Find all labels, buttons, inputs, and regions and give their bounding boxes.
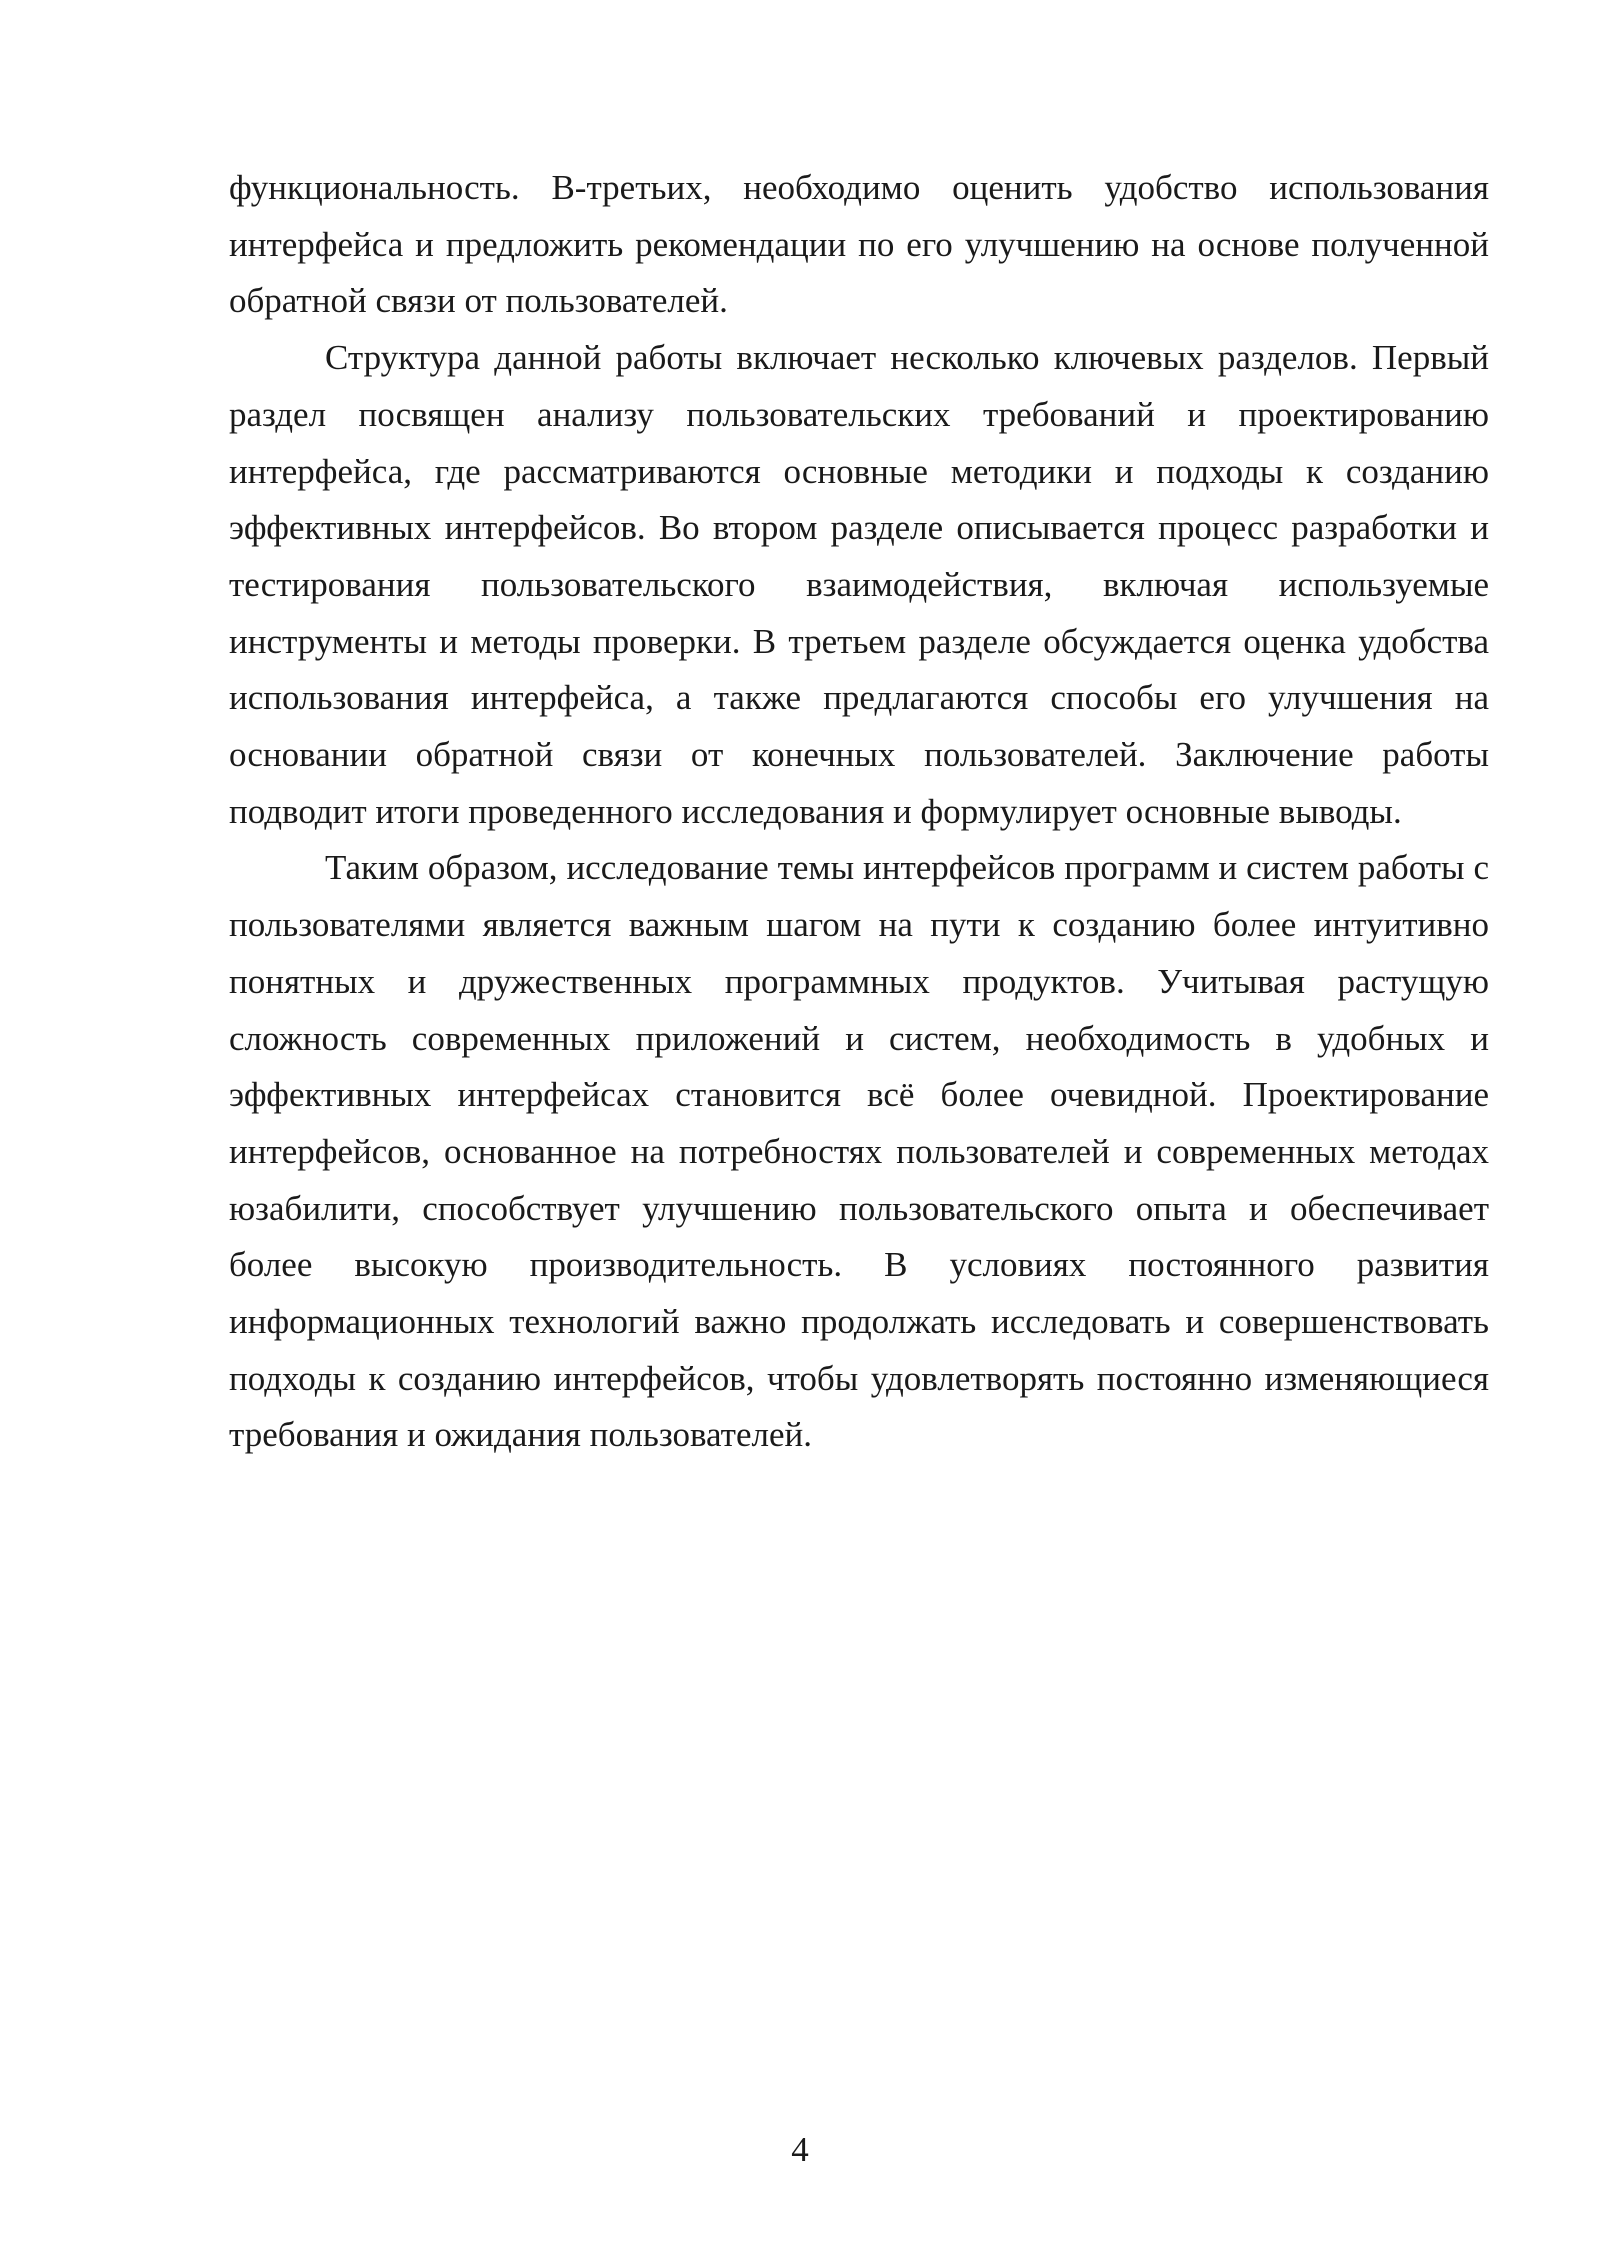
body-text xyxy=(229,160,1489,1464)
paragraph-structure: Структура данной работы включает несколько ключевых разделов. Первый раздел посвящен анализу пользовательских требований и проектированию интерфейса, где рассматриваются основные методики и подходы к созданию эффективных интерфейсов. Во втором разделе описывается процесс разработки и тестирования пользовательского взаимодействия, включая используемые инструменты и методы проверки. В третьем разделе обсуждается оценка удобства использования интерфейса, а также предлагаются способы его улучшения на основании обратной связи от конечных пользователей. Заключение работы подводит итоги проведенного исследования и формулирует основные выводы. xyxy=(229,338,1489,831)
paragraph-conclusion: Таким образом, исследование темы интерфейсов программ и систем работы с пользователями является важным шагом на пути к созданию более интуитивно понятных и дружественных программных продуктов. Учитывая растущую сложность современных приложений и систем, необходимость в удобных и эффективных интерфейсах становится всё более очевидной. Проектирование интерфейсов, основанное на потребностях пользователей и современных методах юзабилити, способствует улучшению пользовательского опыта и обеспечивает более высокую производительность. В условиях постоянного развития информационных технологий важно продолжать исследовать и совершенствовать подходы к созданию интерфейсов, чтобы удовлетворять постоянно изменяющиеся требования и ожидания пользователей. xyxy=(229,848,1489,1455)
paragraph-continuation: функциональность. В-третьих, необходимо оценить удобство использования интерфейса и предложить рекомендации по его улучшению на основе полученной обратной связи от пользователей. xyxy=(229,168,1489,321)
page-number: 4 xyxy=(791,2130,809,2169)
